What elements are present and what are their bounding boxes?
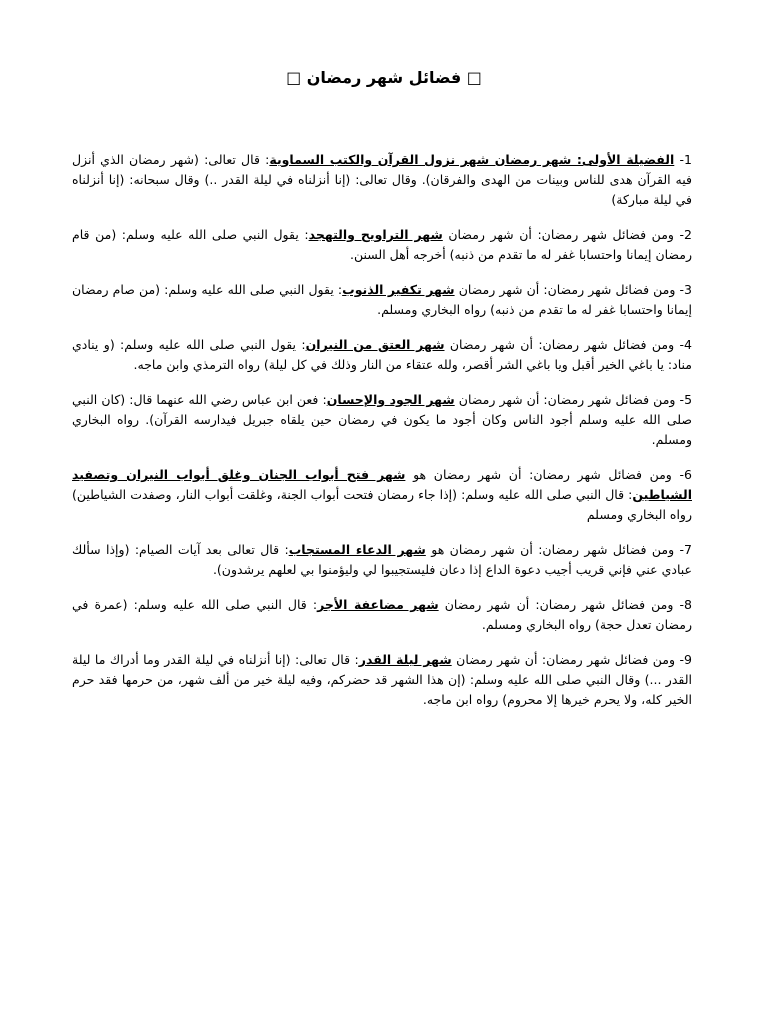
paragraph-number: 2-: [679, 227, 692, 242]
paragraph-number: 8-: [679, 597, 692, 612]
paragraph-text: : قال تعالى بعد آيات الصيام: (وإذا سألك عبادي عني فإني قريب أجيب دعوة الداع إذا دعان فليستجيبوا لي وليؤمنوا بي لعلهم يرشدون).: [72, 542, 692, 577]
virtue-heading: شهر فتح أبواب الجنان وغلق أبواب النيران وتصفيد الشياطين: [72, 467, 692, 502]
paragraph-number: 9-: [679, 652, 692, 667]
virtue-heading: شهر ليلة القدر: [358, 652, 452, 667]
paragraph-intro: ومن فضائل شهر رمضان: أن شهر رمضان: [456, 652, 676, 667]
virtue-paragraph-9: [72, 650, 692, 710]
paragraph-text: : يقول النبي صلى الله عليه وسلم: (من صام رمضان إيمانا واحتسابا غفر له ما تقدم من ذنبه) رواه البخاري ومسلم.: [72, 282, 692, 317]
paragraph-intro: ومن فضائل شهر رمضان: أن شهر رمضان: [449, 337, 675, 352]
virtue-heading: شهر تكفير الذنوب: [342, 282, 455, 297]
virtue-paragraph-8: [72, 595, 692, 635]
paragraph-intro: ومن فضائل شهر رمضان: أن شهر رمضان هو: [431, 542, 675, 557]
paragraph-text: : قال تعالى: (إنا أنزلناه في ليلة القدر وما أدراك ما ليلة القدر ...) وقال النبي صلى الله عليه وسلم: (إن هذا الشهر قد حضركم، وفيه ليلة خير من ألف شهر، من حرمها فقد حرم الخير كله، ولا يحرم خيرها إلا محروم) رواه ابن ماجه.: [72, 652, 692, 707]
paragraph-text: : قال النبي صلى الله عليه وسلم: (عمرة في رمضان تعدل حجة) رواه البخاري ومسلم.: [72, 597, 692, 632]
paragraph-intro: ومن فضائل شهر رمضان: أن شهر رمضان: [444, 597, 674, 612]
paragraph-text: : يقول النبي صلى الله عليه وسلم: (و ينادي مناد: يا باغي الخير أقبل ويا باغي الشر أقصر، ولله عتقاء من النار وذلك في كل ليلة) رواه الترمذي وابن ماجه.: [72, 337, 692, 372]
paragraph-intro: ومن فضائل شهر رمضان: أن شهر رمضان: [458, 282, 676, 297]
paragraph-number: 7-: [679, 542, 692, 557]
paragraph-number: 1-: [679, 152, 692, 167]
virtue-paragraph-4: [72, 335, 692, 375]
virtue-paragraph-3: [72, 280, 692, 320]
virtue-paragraph-1: [72, 150, 692, 210]
document-title: □ فضائل شهر رمضان □: [286, 68, 482, 87]
paragraph-intro: ومن فضائل شهر رمضان: أن شهر رمضان: [458, 392, 676, 407]
virtue-heading: شهر الدعاء المستجاب: [288, 542, 426, 557]
virtue-heading: شهر الجود والإحسان: [326, 392, 455, 407]
virtue-paragraph-2: [72, 225, 692, 265]
virtue-heading: الفضيلة الأولى: شهر رمضان شهر نزول القرآن والكتب السماوية: [269, 152, 675, 167]
paragraph-number: 6-: [679, 467, 692, 482]
virtue-heading: شهر مضاعفة الأجر: [317, 597, 439, 612]
paragraph-text: : يقول النبي صلى الله عليه وسلم: (من قام رمضان إيمانا واحتسابا غفر له ما تقدم من ذنبه) أخرجه أهل السنن.: [72, 227, 692, 262]
virtue-heading: شهر التراويح والتهجد: [308, 227, 443, 242]
paragraph-number: 3-: [679, 282, 692, 297]
paragraph-text: : قال النبي صلى الله عليه وسلم: (إذا جاء رمضان فتحت أبواب الجنة، وغلقت أبواب النار، وصفدت الشياطين) رواه البخاري ومسلم: [72, 487, 692, 522]
document-body: [72, 150, 692, 725]
paragraph-text: : فعن ابن عباس رضي الله عنهما قال: (كان النبي صلى الله عليه وسلم أجود الناس وكان أجود ما يكون في رمضان حين يلقاه جبريل فيدارسه القرآن). رواه البخاري ومسلم.: [72, 392, 692, 447]
virtue-heading: شهر العتق من النيران: [305, 337, 445, 352]
paragraph-number: 5-: [679, 392, 693, 407]
virtue-paragraph-5: [72, 390, 692, 450]
paragraph-text: : قال تعالى: (شهر رمضان الذي أنزل فيه القرآن هدى للناس وبينات من الهدى والفرقان). وقال تعالى: (إنا أنزلناه في ليلة القدر ..) وقال سبحانه: (إنا أنزلناه في ليلة مباركة): [72, 152, 692, 207]
virtue-paragraph-6: [72, 465, 692, 525]
paragraph-number: 4-: [679, 337, 692, 352]
paragraph-intro: ومن فضائل شهر رمضان: أن شهر رمضان هو: [413, 467, 672, 482]
paragraph-intro: ومن فضائل شهر رمضان: أن شهر رمضان: [448, 227, 674, 242]
virtue-paragraph-7: [72, 540, 692, 580]
